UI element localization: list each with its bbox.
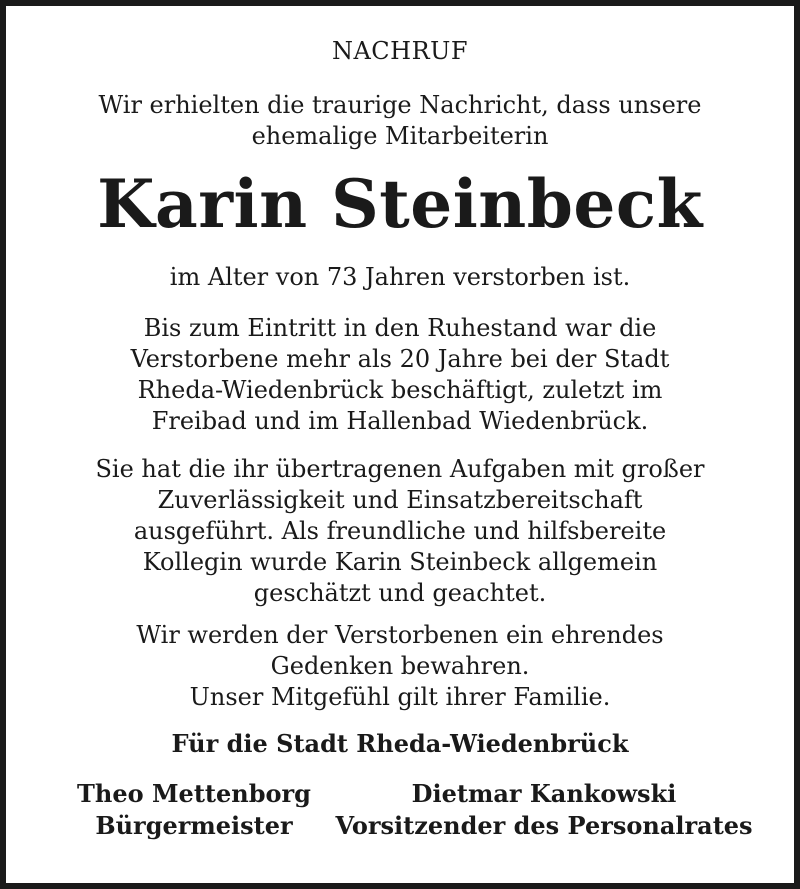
paragraph-line: Freibad und im Hallenbad Wiedenbrück.	[151, 407, 649, 435]
organization-line: Für die Stadt Rheda-Wiedenbrück	[171, 729, 629, 758]
signatory-title: Vorsitzender des Personalrates	[335, 811, 753, 840]
career-paragraph	[6, 313, 794, 437]
intro-line: ehemalige Mitarbeiterin	[251, 122, 549, 150]
intro-text	[6, 90, 794, 152]
paragraph-line: ausgeführt. Als freundliche und hilfsbereite	[133, 517, 667, 545]
paragraph-line: Rheda-Wiedenbrück beschäftigt, zuletzt im	[137, 376, 663, 404]
tribute-paragraph	[6, 454, 794, 609]
remembrance-paragraph	[6, 620, 794, 713]
paragraph-line: Bis zum Eintritt in den Ruhestand war die	[143, 314, 657, 342]
signatory-mayor	[40, 778, 348, 842]
paragraph-line: Unser Mitgefühl gilt ihrer Familie.	[189, 683, 611, 711]
deceased-name: Karin Steinbeck	[97, 165, 703, 243]
paragraph-line: Zuverlässigkeit und Einsatzbereitschaft	[157, 486, 643, 514]
paragraph-line: Gedenken bewahren.	[270, 652, 530, 680]
signatory-name: Theo Mettenborg	[77, 779, 311, 808]
age-line: im Alter von 73 Jahren verstorben ist.	[169, 263, 631, 291]
signatory-staff-council	[324, 778, 764, 842]
intro-line: Wir erhielten die traurige Nachricht, dass unsere	[98, 91, 702, 119]
signatory-name: Dietmar Kankowski	[411, 779, 677, 808]
paragraph-line: Kollegin wurde Karin Steinbeck allgemein	[142, 548, 658, 576]
notice-heading: NACHRUF	[331, 37, 469, 65]
paragraph-line: geschätzt und geachtet.	[253, 579, 547, 607]
paragraph-line: Verstorbene mehr als 20 Jahre bei der Stadt	[130, 345, 670, 373]
signatory-title: Bürgermeister	[95, 811, 293, 840]
paragraph-line: Wir werden der Verstorbenen ein ehrendes	[136, 621, 664, 649]
paragraph-line: Sie hat die ihr übertragenen Aufgaben mit großer	[95, 455, 705, 483]
